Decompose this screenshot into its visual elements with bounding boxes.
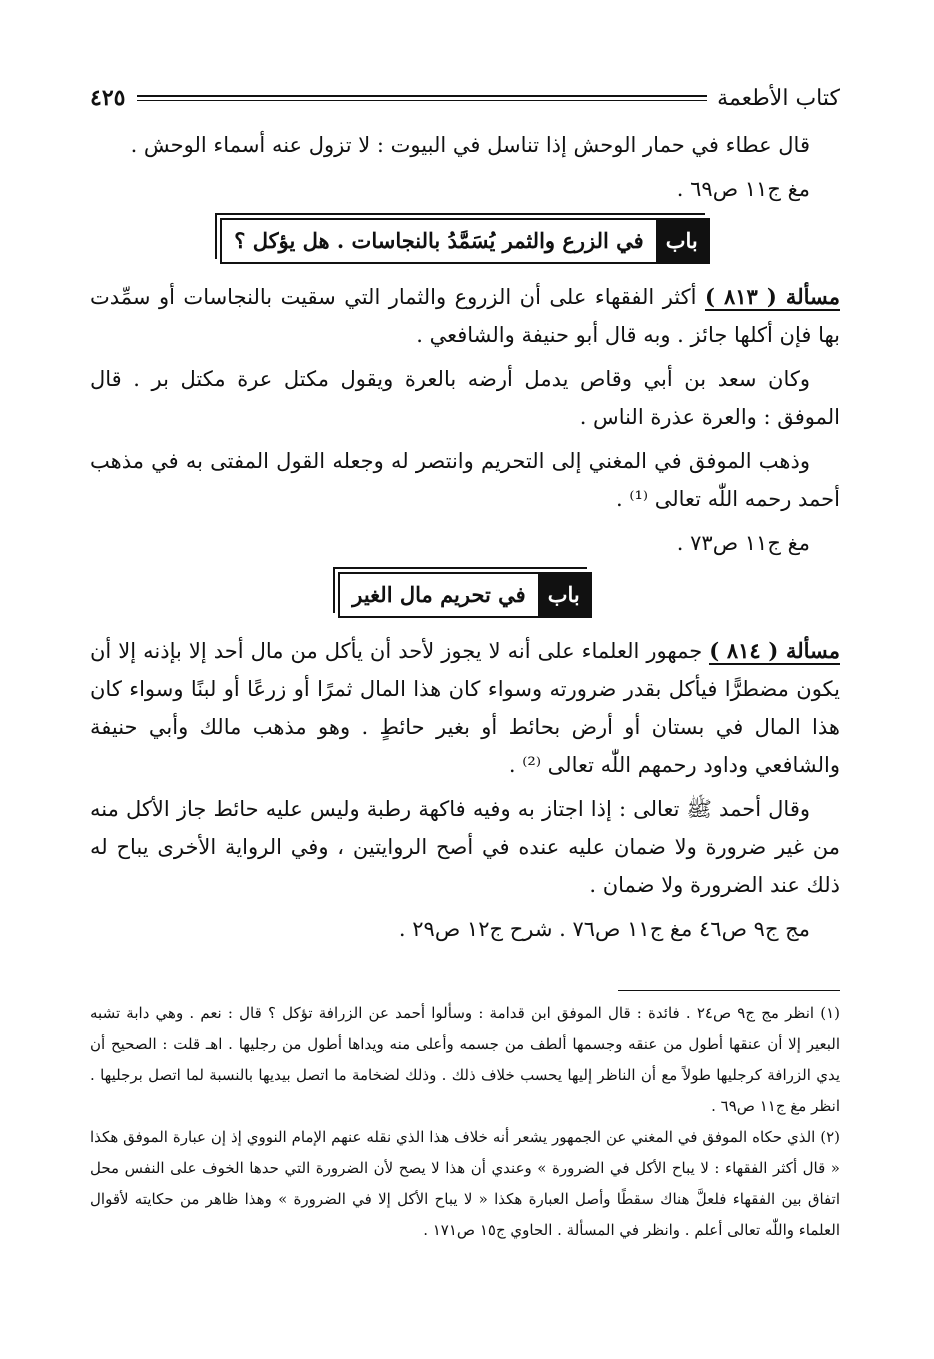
chapter-title: في الزرع والثمر يُسَمَّدُ بالنجاسات . هل يؤكل ؟ — [234, 228, 644, 253]
masala-text: جمهور العلماء على أنه لا يجوز لأحد أن يأكل من مال أحد إلا بإذنه إلا أن يكون مضطرًّا فيأكل بقدر ضرورته وسواء كان هذا المال ثمرًا أو زرعًا أو لبنًا وسواء كان هذا المال في بستان أو أرض بحائط أو بغير حائطٍ . وهو مذهب مالك وأبي حنيفة والشافعي وداود رحمهم اللّٰه تعالى ⁽²⁾ . — [90, 639, 840, 777]
paragraph-ahmad: وقال أحمد ﷺ تعالى : إذا اجتاز به وفيه فاكهة رطبة وليس عليه حائط جاز الأكل منه من غير ضرورة ولا ضمان عليه عنده في أصح الروايتين ، وفي الرواية الأخرى يباح له ذلك عند الضرورة ولا ضمان . — [90, 797, 840, 897]
reference-line: مغ ج١١ ص٧٣ . — [676, 531, 810, 555]
book-title: كتاب الأطعمة — [717, 85, 840, 111]
chapter-heading — [220, 218, 709, 264]
main-text — [90, 126, 840, 954]
chapter-heading-wrap — [90, 218, 840, 264]
paragraph-muwaffaq: وذهب الموفق في المغني إلى التحريم وانتصر له وجعله القول المفتى به في مذهب أحمد رحمه اللّٰه تعالى ⁽¹⁾ . — [90, 449, 840, 511]
footnotes — [90, 998, 840, 1246]
page-number: ٤٢٥ — [90, 85, 126, 111]
chapter-bab-label: باب — [656, 220, 708, 262]
footnote-divider — [618, 990, 840, 991]
chapter-title: في تحريم مال الغير — [352, 582, 526, 607]
masala-text: أكثر الفقهاء على أن الزروع والثمار التي سقيت بالنجاسات أو سمِّدت بها فإن أكلها جائز . وبه قال أبو حنيفة والشافعي . — [90, 285, 840, 347]
paragraph-ata: قال عطاء في حمار الوحش إذا تناسل في البيوت : لا تزول عنه أسماء الوحش . — [130, 133, 810, 157]
footnote: (٢) الذي حكاه الموفق في المغني عن الجمهور يشعر أنه خلاف هذا الذي نقله عنهم الإمام النووي إذ إن عبارة الموفق هكذا « قال أكثر الفقهاء : لا يباح الأكل في الضرورة » وعندي أن هذا لا يصح لأن الضرورة التي حدها الخوف على النفس محل اتفاق بين الفقهاء فلعلَّ هناك سقطًا وأصل العبارة هكذا « لا يباح الأكل إلا في الضرورة » وهذا ظاهر من حكايته لأقوال العلماء واللّٰه تعالى أعلم . وانظر في المسألة . الحاوي ج١٥ ص١٧١ . — [90, 1128, 840, 1239]
masala-paragraph — [90, 632, 840, 784]
chapter-heading — [338, 572, 592, 618]
reference-line: مج ج٩ ص٤٦ مغ ج١١ ص٧٦ . شرح ج١٢ ص٢٩ . — [398, 917, 810, 941]
page-header — [90, 78, 840, 118]
footnote: (١) انظر مج ج٩ ص٢٤ . فائدة : قال الموفق ابن قدامة : وسألوا أحمد عن الزرافة تؤكل ؟ قال : نعم . وهي دابة تشبه البعير إلا أن عنقها أطول من عنقه وجسمها ألطف من جسمه وأعلى منه ويداها أطول من رجليها . اهـ قلت : الصحيح أن يدي الزرافة كرجليها طولاً مع أن الناظر إليها يحسب خلاف ذلك . وذلك لضخامة ما اتصل بيديها بالنسبة لما اتصل برجليها . انظر مغ ج١١ ص٦٩ . — [90, 1004, 841, 1115]
paragraph-saad: وكان سعد بن أبي وقاص يدمل أرضه بالعرة ويقول مكتل عرة مكتل بر . قال الموفق : والعرة عذرة الناس . — [90, 367, 840, 429]
chapter-bab-label: باب — [538, 574, 590, 616]
header-rule — [137, 95, 707, 101]
reference-line: مغ ج١١ ص٦٩ . — [676, 177, 810, 201]
masala-label: مسألة ( ٨١٣ ) — [704, 284, 840, 309]
chapter-heading-wrap — [90, 572, 840, 618]
masala-label: مسألة ( ٨١٤ ) — [709, 638, 840, 663]
masala-paragraph — [90, 278, 840, 354]
